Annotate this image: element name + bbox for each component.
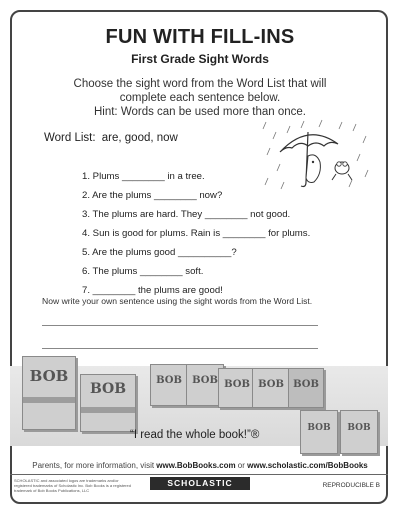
- scholastic-link[interactable]: www.scholastic.com/BobBooks: [247, 461, 368, 470]
- sentence-item: 5. Are the plums good __________?: [82, 247, 237, 258]
- sentence-item: 3. The plums are hard. They ________ not good.: [82, 209, 291, 220]
- promo-quote: “I read the whole book!”®: [130, 429, 260, 441]
- book-logo: BOB: [224, 379, 250, 390]
- book-box-image: [80, 374, 136, 432]
- book-logo: BOB: [156, 375, 182, 386]
- sentence-item: 2. Are the plums ________ now?: [82, 190, 223, 201]
- footer-divider: [10, 474, 388, 475]
- book-box-image: [218, 368, 256, 408]
- instructions-line-1: Choose the sight word from the Word List that will: [73, 78, 327, 90]
- book-logo: BOB: [29, 367, 69, 385]
- reproducible-label: REPRODUCIBLE B: [322, 482, 380, 489]
- writing-line: [42, 325, 318, 326]
- bobbooks-link[interactable]: www.BobBooks.com: [156, 461, 236, 470]
- writing-prompt: Now write your own sentence using the sight words from the Word List.: [42, 296, 313, 306]
- word-list-words: are, good, now: [101, 132, 178, 144]
- instructions-line-3: Hint: Words can be used more than once.: [93, 106, 306, 118]
- word-list-label: Word List:: [44, 132, 96, 144]
- book-box-image: [300, 410, 338, 454]
- or-text: or: [235, 461, 248, 470]
- worksheet-subtitle: First Grade Sight Words: [131, 52, 269, 66]
- book-box-image: [22, 356, 76, 430]
- book-logo: BOB: [258, 379, 284, 390]
- sentence-item: 7. ________ the plums are good!: [82, 285, 223, 296]
- parents-info: [0, 461, 400, 470]
- legal-notice: SCHOLASTIC and associated logos are trademarks and/or registered trademarks of Scholastic Inc. Bob Books is a registered trademark of Bob Books Publications, LLC: [14, 478, 131, 493]
- instructions-line-2: complete each sentence below.: [119, 92, 281, 104]
- book-logo: BOB: [307, 423, 331, 433]
- parents-text: Parents, for more information, visit: [32, 461, 157, 470]
- scholastic-logo: SCHOLASTIC: [150, 477, 250, 490]
- book-logo: BOB: [347, 423, 371, 433]
- sentence-item: 1. Plums ________ in a tree.: [82, 171, 205, 182]
- book-box-image: [150, 364, 188, 406]
- fill-in-sentences: [82, 167, 310, 300]
- book-logo: BOB: [192, 375, 218, 386]
- instructions: [40, 77, 360, 119]
- book-logo: BOB: [89, 381, 127, 397]
- writing-line: [42, 348, 318, 349]
- book-box-image: [252, 368, 290, 408]
- word-list: [44, 132, 178, 144]
- sentence-item: 6. The plums ________ soft.: [82, 266, 204, 277]
- book-logo: BOB: [293, 379, 319, 390]
- sentence-item: 4. Sun is good for plums. Rain is ________ for plums.: [82, 228, 311, 239]
- worksheet-title: FUN WITH FILL-INS: [105, 26, 295, 48]
- book-box-image: [340, 410, 378, 454]
- book-box-image: [288, 368, 324, 408]
